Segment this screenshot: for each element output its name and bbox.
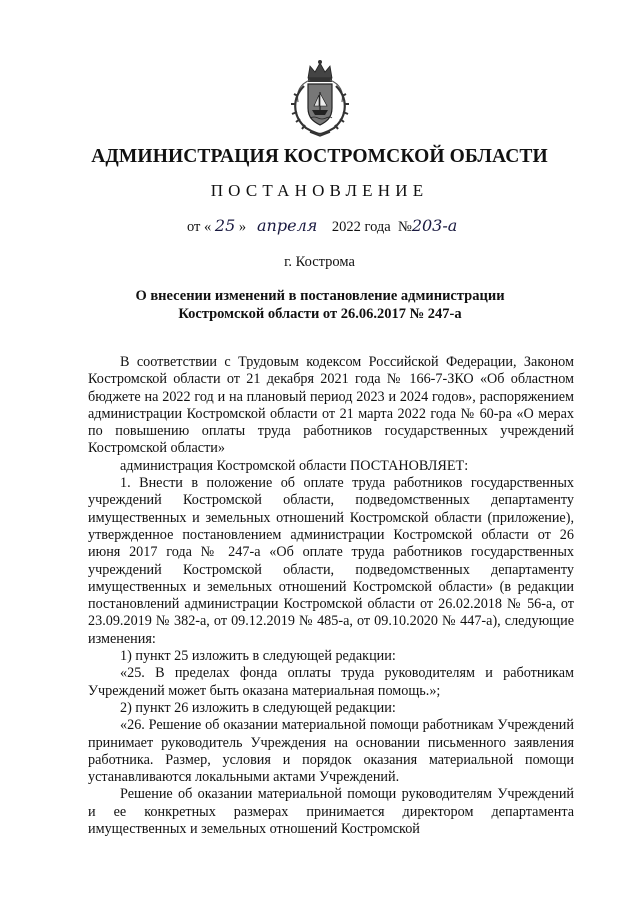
body-paragraph: 2) пункт 26 изложить в следующей редакции: (120, 699, 396, 716)
coat-of-arms-emblem (286, 58, 354, 138)
date-number-line (187, 216, 457, 236)
document-type-title: ПОСТАНОВЛЕНИЕ (210, 181, 429, 200)
body-paragraph: 1) пункт 25 изложить в следующей редакции: (120, 648, 396, 665)
body-paragraph: администрация Костромской области ПОСТАНОВЛЯЕТ: (120, 457, 469, 474)
body-paragraph: Решение об оказании материальной помощи руководителям Учреждений и ее конкретных размерах принимается директором департамента имущественных и земельных отношений Костромской (88, 786, 574, 838)
document-subject: О внесении изменений в постановление администрации Костромской области от 26.06.2017 № 247-а (135, 288, 505, 322)
date-year: 2022 года (331, 219, 391, 235)
handwritten-month: апреля (257, 216, 318, 235)
body-paragraph: В соответствии с Трудовым кодексом Российской Федерации, Законом Костромской области от 21 декабря 2021 года № 166-7-ЗКО «Об областном бюджете на 2022 год и на плановый период 2023 и 2024 годов», распоряжением администрации Костромской области от 21 марта 2022 года № 60-ра «О мерах по повышению оплаты труда работников государственных учреждений Костромской области» (88, 354, 574, 457)
document-body (88, 354, 574, 838)
handwritten-number: 203-а (411, 216, 458, 235)
number-sign: № (397, 219, 412, 235)
city-line: г. Кострома (284, 254, 355, 270)
handwritten-day: 25 (214, 216, 236, 235)
date-prefix: от « (187, 219, 212, 235)
body-paragraph: «26. Решение об оказании материальной помощи работникам Учреждений принимает руководитель Учреждения на основании письменного заявления работника. Размер, условия и порядок оказания материальной помощи устанавливаются локальными актами Учреждений. (88, 717, 574, 786)
body-paragraph: «25. В пределах фонда оплаты труда руководителям и работникам Учреждений может быть оказана материальная помощь.»; (88, 665, 574, 699)
organization-title: АДМИНИСТРАЦИЯ КОСТРОМСКОЙ ОБЛАСТИ (91, 146, 548, 167)
body-paragraph: 1. Внести в положение об оплате труда работников государственных учреждений Костромской области, подведомственных департаменту имущественных и земельных отношений Костромской области (приложение), утвержденное постановлением администрации Костромской области от 26 июня 2017 года № 247-а «Об оплате труда работников государственных учреждений Костромской области, подведомственных департаменту имущественных и земельных отношений Костромской области» (в редакции постановлений администрации Костромской области от 26.02.2018 № 56-а, от 23.09.2019 № 382-а, от 09.12.2019 № 485-а, от 09.10.2020 № 447-а), следующие изменения: (88, 475, 574, 647)
date-quote-close: » (238, 219, 247, 235)
